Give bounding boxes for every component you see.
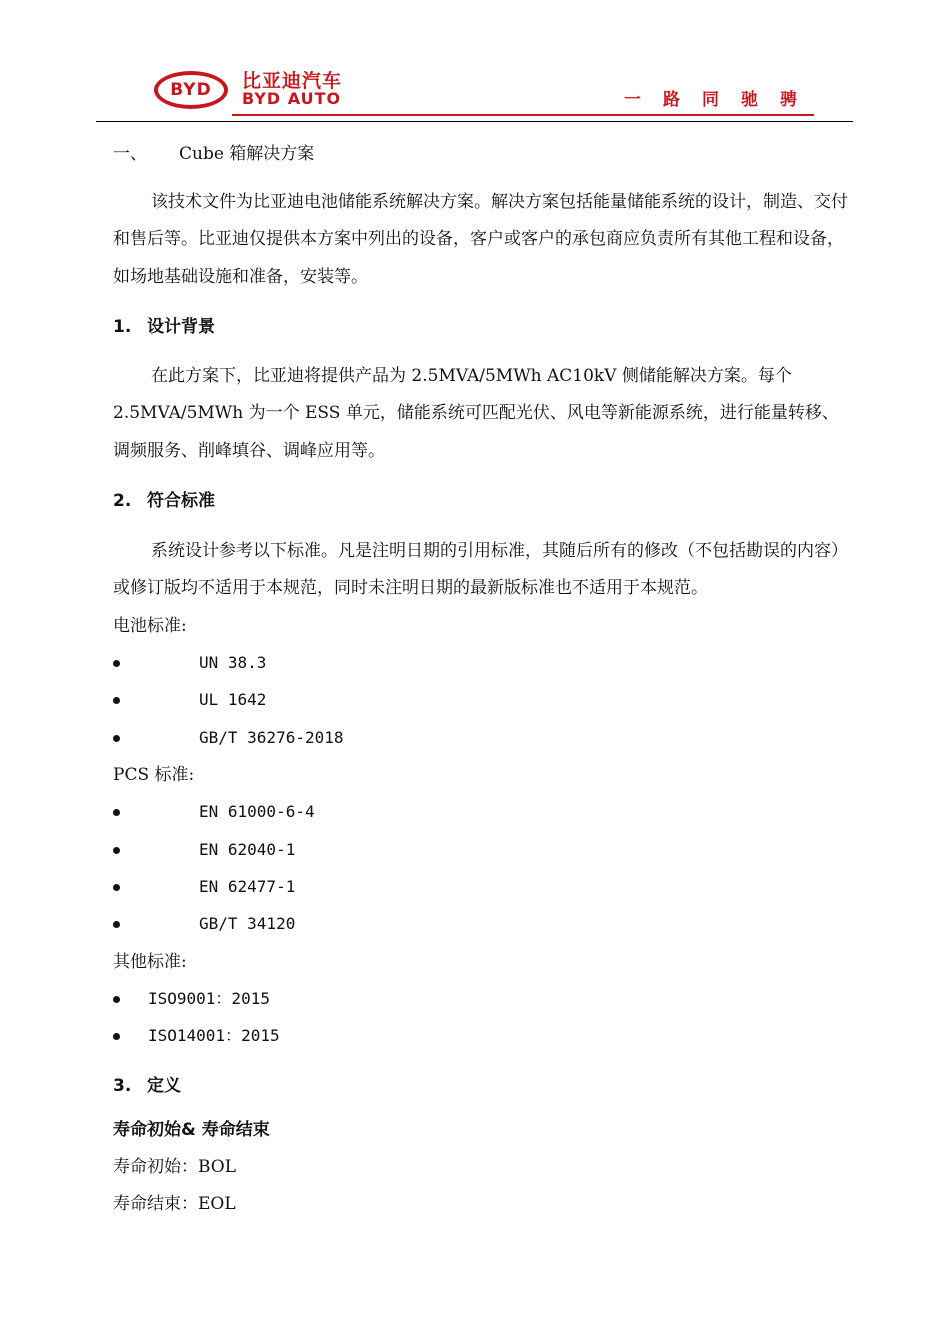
bullet-icon [113, 1033, 120, 1040]
section-title-text: Cube 箱解决方案 [179, 144, 315, 164]
logo-mark: BYD [170, 79, 212, 100]
section-title [113, 143, 314, 165]
section-number: 一、 [113, 144, 147, 164]
byd-logo [154, 71, 228, 109]
heading-design-background [113, 316, 215, 338]
bullet-icon [113, 921, 120, 928]
heading-text: 定义 [147, 1076, 181, 1096]
intro-paragraph: 该技术文件为比亚迪电池储能系统解决方案。解决方案包括能量储能系统的设计，制造、交付和售后等。比亚迪仅提供本方案中列出的设备，客户或客户的承包商应负责所有其他工程和设备，如场地基础设施和准备，安装等。 [113, 192, 848, 287]
definition-subtitle: 寿命初始& 寿命结束 [113, 1120, 270, 1140]
bullet-icon [113, 847, 120, 854]
heading-text: 符合标准 [147, 491, 215, 511]
header-black-rule [96, 121, 853, 122]
header-red-rule [232, 114, 814, 116]
heading-definitions [113, 1075, 181, 1097]
page-header [0, 0, 950, 125]
bullet-icon [113, 735, 120, 742]
heading-text: 设计背景 [147, 317, 215, 337]
slogan: 一路同驰骋 [624, 90, 819, 110]
pcs-standards-label: PCS 标准: [113, 765, 195, 785]
bullet-icon [113, 996, 120, 1003]
bullet-icon [113, 697, 120, 704]
heading-number: 2. [113, 491, 132, 511]
other-standards-label: 其他标准: [113, 952, 187, 972]
bullet-icon [113, 660, 120, 667]
heading-standards [113, 490, 215, 512]
definition-eol: 寿命结束：EOL [113, 1194, 236, 1214]
definition-bol: 寿命初始：BOL [113, 1157, 237, 1177]
standards-paragraph: 系统设计参考以下标准。凡是注明日期的引用标准，其随后所有的修改（不包括勘误的内容）或修订版均不适用于本规范，同时未注明日期的最新版标准也不适用于本规范。 [113, 541, 848, 599]
heading-number: 1. [113, 317, 132, 337]
brand-name-english: BYD AUTO [242, 89, 342, 108]
bullet-icon [113, 809, 120, 816]
brand-name-chinese: 比亚迪汽车 [242, 70, 343, 92]
design-background-paragraph: 在此方案下，比亚迪将提供产品为 2.5MVA/5MWh AC10kV 侧储能解决方案。每个 2.5MVA/5MWh 为一个 ESS 单元，储能系统可匹配光伏、风电等新能源系统，进行能量转移、调频服务、削峰填谷、调峰应用等。 [113, 366, 839, 461]
bullet-icon [113, 884, 120, 891]
heading-number: 3. [113, 1076, 132, 1096]
battery-standards-label: 电池标准: [113, 616, 187, 636]
